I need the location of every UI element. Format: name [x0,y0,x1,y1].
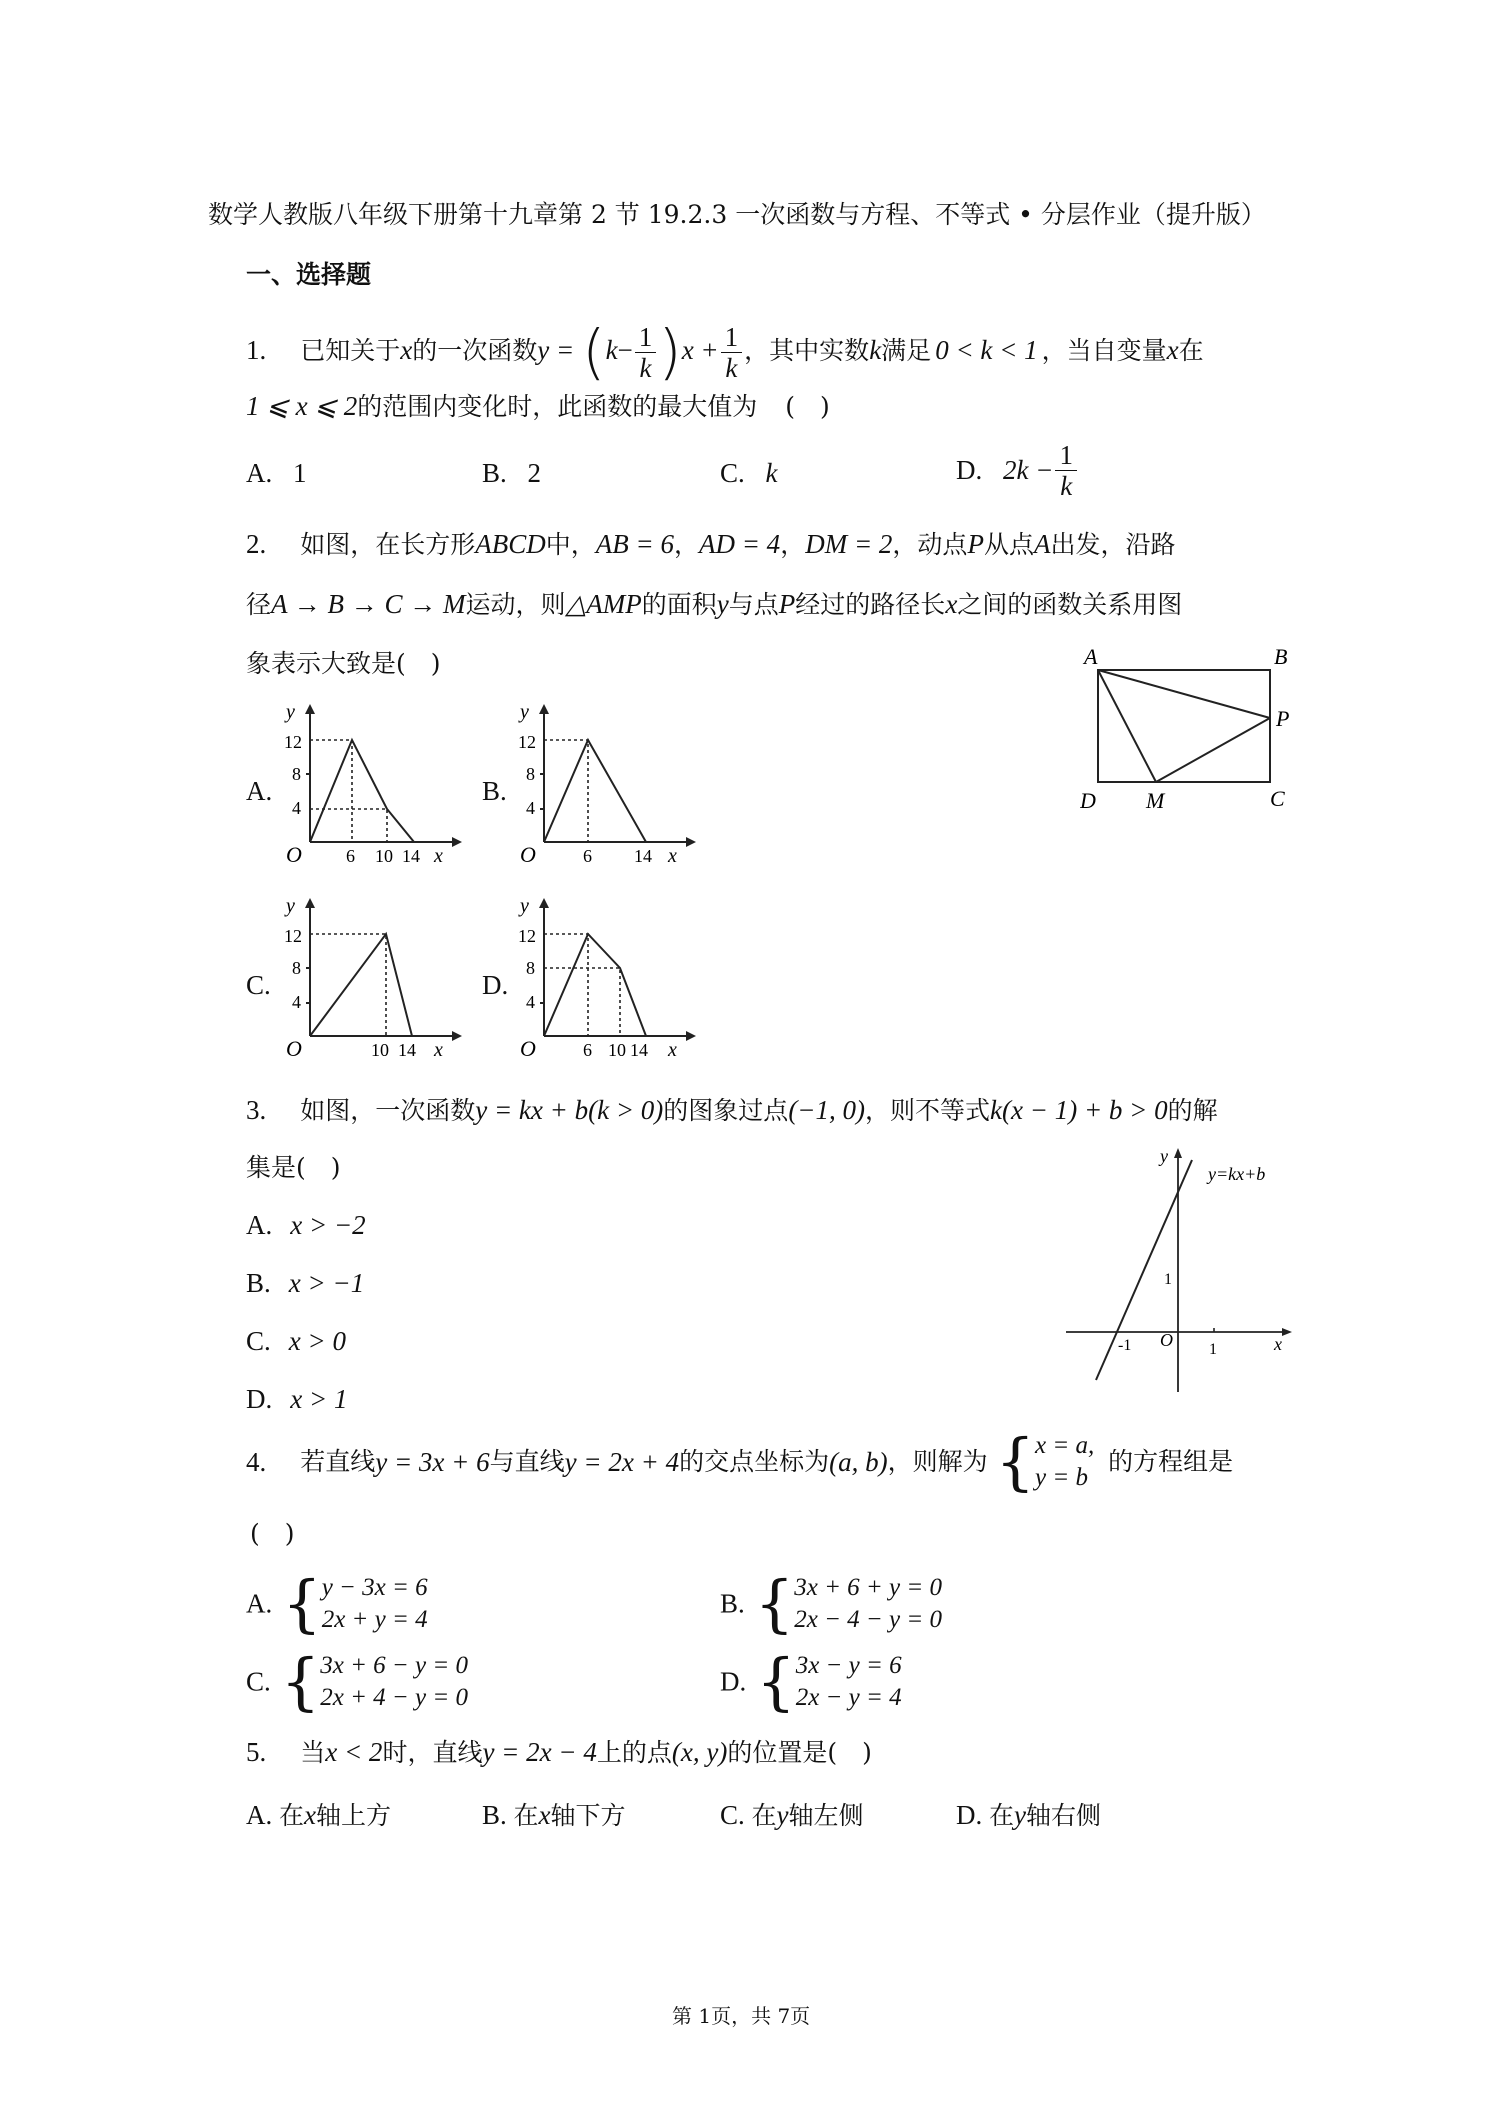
equation-line: 2x − 4 − y = 0 [794,1606,943,1633]
q3-option-c[interactable] [246,1326,346,1357]
tick-8: 8 [292,764,301,784]
right-paren: ) [658,317,682,388]
q2-text: 中， [545,530,596,559]
fraction-denominator: k [725,353,738,383]
x-axis-label: x [434,845,443,867]
equation-system [320,1650,468,1714]
tick-14: 14 [398,1040,416,1060]
option-label: D. [956,1800,983,1830]
vertex-a-label: A [1084,644,1098,669]
option-label: A. [246,1588,273,1619]
q2-option-d-label[interactable]: D. [482,970,509,1000]
x-axis-label: x [668,1039,677,1061]
q1-text: ，当自变量 [1041,336,1167,365]
vertex-c-label: C [1270,786,1285,811]
option-label: B. [482,458,507,488]
q2-text: 如图，在长方形 [300,530,476,559]
q2-math: x [945,589,958,619]
option-text: 轴右侧 [1026,1801,1102,1830]
q2-text: 运动，则 [465,590,566,619]
tick-12: 12 [518,926,536,946]
x-axis-label: x [668,845,677,867]
q1-option-c[interactable] [720,458,778,489]
q2-graph-b[interactable] [504,700,704,870]
option-value: x > 1 [290,1384,348,1414]
option-var: x [304,1800,316,1830]
solution-system [1035,1430,1094,1494]
q4-answer-paren: ( ) [250,1519,295,1548]
tick-4: 4 [292,798,301,818]
option-text: 在 [751,1801,777,1830]
q3-text: 的图象过点 [663,1096,789,1125]
q2-math: AB = 6 [595,529,674,559]
q1-text: 的范围内变化时，此函数的最大值为 [357,392,758,421]
fraction-numerator: 1 [635,322,657,353]
q1-text: 的一次函数 [412,336,538,365]
q2-text: 的面积 [641,590,717,619]
document-title: 数学人教版八年级下册第十九章第 2 节 19.2.3 一次函数与方程、不等式 • 分层作业（提升版） [208,200,1266,229]
vertex-m-label: M [1146,788,1165,813]
q4-text: 的交点坐标为 [679,1447,830,1476]
origin-label: O [520,1036,536,1061]
x-axis-label: x [1274,1334,1282,1354]
q2-math: A [1033,529,1051,559]
y-axis-label: y [286,701,295,723]
option-value: 1 [293,458,307,488]
equation-system [796,1650,902,1714]
q2-option-b-label[interactable]: B. [482,776,507,806]
equation-system [794,1572,942,1636]
system-brace: { [995,1425,1035,1498]
q5-option-c[interactable] [720,1796,864,1832]
equation-line: y − 3x = 6 [321,1574,428,1601]
tick-neg-1: -1 [1118,1337,1132,1354]
q3-line-graph [1060,1140,1300,1400]
fraction-denominator: k [639,353,652,383]
origin-label: O [520,842,536,867]
q3-text: 如图，一次函数 [300,1096,476,1125]
left-paren: ( [582,317,606,388]
q3-math: k(x − 1) + b > 0 [990,1095,1168,1125]
option-text: 轴上方 [316,1801,392,1830]
question-number: 5. [246,1737,267,1767]
section-heading: 一、选择题 [246,260,372,289]
solution-line: x = a, [1035,1432,1095,1459]
q2-math: A → B → C → M [271,589,466,619]
q2-text: 之间的函数关系用图 [957,590,1183,619]
system-brace: { [280,1645,321,1718]
q3-text: 的解 [1167,1096,1218,1125]
vertex-p-label: P [1276,706,1290,731]
q5-math: (x, y) [671,1737,728,1767]
q1-text: ，其中实数 [744,336,870,365]
q1-option-b[interactable] [482,458,541,489]
tick-14: 14 [634,846,652,866]
equation-line: 3x + 6 − y = 0 [320,1652,469,1679]
tick-14: 14 [630,1040,648,1060]
option-label: A. [246,1210,273,1240]
q2-math: DM = 2 [805,529,893,559]
fraction-1-over-k [635,322,657,383]
q5-option-d[interactable] [956,1796,1101,1832]
tick-6: 6 [583,846,592,866]
q1-math: 1 ⩽ x ⩽ 2 [246,391,358,421]
q2-graph-c[interactable] [270,894,470,1064]
option-label: D. [956,455,983,485]
option-var: y [1014,1800,1026,1830]
q2-graph-d[interactable] [504,894,704,1064]
fraction-1-over-k [1055,440,1077,501]
option-text: 在 [513,1801,539,1830]
y-axis-label: y [520,895,529,917]
tick-8: 8 [526,958,535,978]
q1-math: 0 < k < 1 [935,335,1038,365]
answer-paren: ( ) [785,392,830,421]
q4-math: y = 3x + 6 [375,1447,490,1477]
line-equation-label: y=kx+b [1208,1164,1266,1184]
tick-8: 8 [292,958,301,978]
q3-option-b[interactable] [246,1268,364,1299]
q1-var: x [400,335,413,365]
q1-text: 满足 [881,336,932,365]
q3-option-a[interactable] [246,1210,366,1241]
q2-text: ，动点 [892,530,968,559]
q4-option-a[interactable] [246,1567,428,1640]
q1-text: 在 [1178,336,1204,365]
equation-line: 3x + 6 + y = 0 [794,1574,943,1601]
option-label: B. [720,1588,745,1619]
system-brace: { [282,1567,322,1640]
q2-text: 与点 [728,590,779,619]
system-brace: { [756,1645,796,1718]
option-label: C. [246,1326,271,1356]
q5-math: y = 2x − 4 [482,1737,597,1767]
q4-option-b[interactable] [720,1567,943,1640]
q3-math: (−1, 0) [788,1095,866,1125]
fraction-numerator: 1 [721,322,743,353]
equation-system [322,1572,428,1636]
fraction-1-over-k [721,322,743,383]
y-axis-label: y [1160,1146,1168,1166]
q5-option-a[interactable] [246,1796,391,1832]
q5-text: 上的点 [596,1738,672,1767]
vertex-b-label: B [1274,644,1288,669]
fraction-numerator: 1 [1055,440,1077,471]
rectangle-figure [1080,640,1320,820]
q5-option-b[interactable] [482,1796,626,1832]
question-3-line-2: 集是( ) [246,1153,341,1182]
equation-line: 2x + y = 4 [321,1606,428,1633]
question-number: 3. [246,1095,267,1125]
vertex-d-label: D [1080,788,1096,813]
q5-text: 时，直线 [382,1738,483,1767]
question-5-line-1 [246,1736,872,1769]
q5-text: 当 [300,1738,326,1767]
question-2-line-3: 象表示大致是( ) [246,649,441,678]
tick-6: 6 [346,846,355,866]
option-value: x > 0 [288,1326,346,1356]
option-text: 轴左侧 [788,1801,864,1830]
tick-10: 10 [608,1040,626,1060]
equation-line: 2x − y = 4 [795,1684,902,1711]
option-var: y [776,1800,789,1830]
q4-text: 的方程组是 [1108,1447,1234,1476]
q1-option-a[interactable] [246,458,307,489]
option-label: C. [720,1800,745,1830]
option-label: A. [246,458,273,488]
tick-4: 4 [526,798,535,818]
option-value: 2k − [1003,455,1054,485]
q2-text: 经过的路径长 [795,590,946,619]
option-label: C. [720,458,745,488]
tick-6: 6 [583,1040,592,1060]
y-axis-label: y [520,701,529,723]
question-1-line-1 [246,317,1204,388]
q2-math: △AMP [565,589,642,619]
tick-4: 4 [292,992,301,1012]
tick-12: 12 [518,732,536,752]
q1-var: x [1166,335,1179,365]
option-label: D. [720,1666,747,1697]
option-label: C. [246,1666,271,1697]
q2-option-a-label[interactable]: A. [246,776,273,806]
question-number: 1. [246,335,267,365]
q5-text: 的位置是( ) [727,1738,872,1767]
q2-text: 出发，沿路 [1050,530,1176,559]
q1-math: k [605,335,618,365]
q1-math: y = [537,335,575,365]
q1-var: k [869,335,882,365]
tick-1-x: 1 [1209,1341,1217,1358]
q2-math: AD = 4 [698,529,781,559]
tick-12: 12 [284,926,302,946]
question-4-line-1 [246,1425,1234,1498]
q2-math: P [778,589,796,619]
fraction-denominator: k [1060,471,1073,501]
q4-option-d[interactable] [720,1645,902,1718]
equation-line: 2x + 4 − y = 0 [320,1684,469,1711]
y-axis-label: y [286,895,295,917]
system-brace: { [754,1567,795,1640]
q2-text: 从点 [983,530,1034,559]
option-value: k [765,458,778,488]
q4-text: 若直线 [300,1447,376,1476]
q5-math: x < 2 [325,1737,383,1767]
q4-option-c[interactable] [246,1645,469,1718]
q4-math: y = 2x + 4 [564,1447,680,1477]
tick-12: 12 [284,732,302,752]
q1-text: 已知关于 [300,336,401,365]
q2-math: y [716,589,729,619]
q3-text: ，则不等式 [865,1096,991,1125]
q2-graph-a[interactable] [270,700,470,870]
tick-8: 8 [526,764,535,784]
origin-label: O [286,842,302,867]
q2-math: ABCD [475,529,546,559]
option-value: x > −2 [290,1210,366,1240]
option-label: D. [246,1384,273,1414]
q2-text: 径 [246,590,272,619]
option-text: 在 [989,1801,1015,1830]
q1-math: x + [681,335,719,365]
q3-math: y = kx + b(k > 0) [475,1095,664,1125]
tick-4: 4 [526,992,535,1012]
option-value: 2 [527,458,542,488]
q2-math: P [967,529,984,559]
option-label: B. [482,1800,507,1830]
question-2-line-1: 2. 如图，在长方形ABCD中，AB = 6，AD = 4，DM = 2，动点P从点A出发，沿路 [246,529,1176,559]
tick-10: 10 [375,846,393,866]
question-1-line-2 [246,390,830,423]
q1-option-d[interactable] [956,440,1079,501]
option-text: 在 [279,1801,305,1830]
q4-text: 与直线 [489,1447,565,1476]
question-number: 4. [246,1447,267,1477]
option-value: x > −1 [288,1268,365,1298]
page-footer: 第 1页，共 7页 [672,2004,811,2028]
q3-option-d[interactable] [246,1384,347,1415]
origin-label: O [286,1036,302,1061]
x-axis-label: x [434,1039,443,1061]
option-text: 轴下方 [550,1801,626,1830]
q4-math: (a, b) [829,1447,888,1477]
question-2-line-2 [246,588,1182,621]
option-var: x [538,1800,551,1830]
question-number: 2. [246,529,267,559]
q4-text: ，则解为 [887,1447,988,1476]
equation-line: 3x − y = 6 [795,1652,902,1679]
origin-label: O [1160,1330,1173,1350]
question-3-line-1 [246,1094,1218,1127]
solution-line: y = b [1035,1464,1088,1491]
option-label: A. [246,1800,273,1830]
q1-math: − [617,335,633,365]
tick-10: 10 [371,1040,389,1060]
tick-1-y: 1 [1164,1271,1172,1288]
option-label: B. [246,1268,271,1298]
q2-option-c-label[interactable]: C. [246,970,271,1000]
tick-14: 14 [402,846,420,866]
